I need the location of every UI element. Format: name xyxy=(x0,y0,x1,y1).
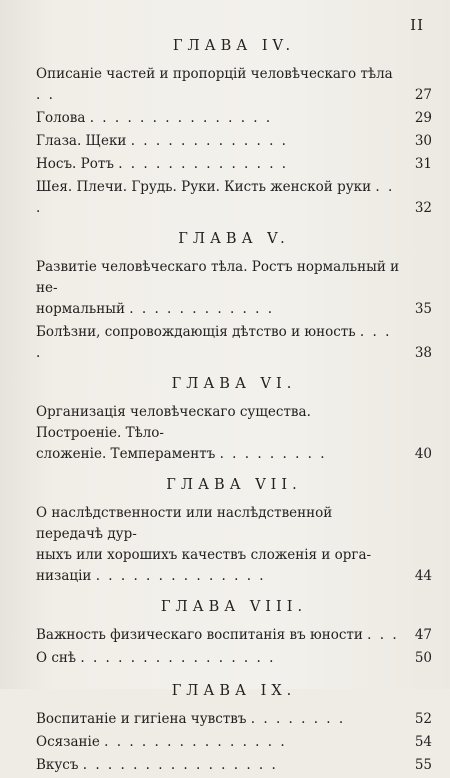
toc-entry xyxy=(36,709,432,730)
chapter-heading: ГЛАВА V. xyxy=(178,231,290,247)
toc-entry xyxy=(36,257,432,320)
entry-page-number: 31 xyxy=(414,156,432,172)
toc-entry xyxy=(36,322,432,364)
dot-leader: . . . . . . . . xyxy=(250,711,346,727)
entry-page-number: 55 xyxy=(414,757,432,773)
entry-title-line: сложеніе. Темпераментъ xyxy=(36,446,216,462)
dot-leader: . . . . . . . . . . . . . . . . xyxy=(80,650,276,666)
toc-entry xyxy=(36,503,432,587)
chapter-9 xyxy=(36,681,432,776)
entry-title: Носъ. Ротъ xyxy=(36,156,114,172)
entry-title: Вкусъ xyxy=(36,757,79,773)
toc-entry xyxy=(36,64,432,106)
entry-title-line: низаціи xyxy=(36,568,92,584)
entry-title-line: Организація человѣческаго существа. Построеніе. Тѣло- xyxy=(36,404,311,441)
entry-page-number: 52 xyxy=(414,711,432,727)
entry-title: Шея. Плечи. Грудь. Руки. Кисть женской руки xyxy=(36,179,372,195)
toc-entry xyxy=(36,402,432,465)
page-number: II xyxy=(410,16,424,34)
dot-leader: . . . xyxy=(367,627,399,643)
entry-title: Осязаніе xyxy=(36,734,100,750)
chapter-heading: ГЛАВА VIII. xyxy=(160,599,308,615)
toc-entry xyxy=(36,177,432,219)
chapter-heading: ГЛАВА VI. xyxy=(171,376,297,392)
entry-title: Важность физическаго воспитанія въ юности xyxy=(36,627,363,643)
chapter-7 xyxy=(36,475,432,587)
dot-leader: . . . xyxy=(36,179,395,216)
entry-title: Описаніе частей и пропорцій человѣческаго тѣла xyxy=(36,66,393,82)
entry-page-number: 47 xyxy=(414,627,432,643)
toc-entry xyxy=(36,625,432,646)
dot-leader: . . . . . . . . . . . . . xyxy=(130,133,288,149)
entry-title-line: Развитіе человѣческаго тѣла. Ростъ нормальный и не- xyxy=(36,259,400,296)
chapter-heading: ГЛАВА IV. xyxy=(172,38,296,54)
entry-page-number: 35 xyxy=(414,301,432,317)
toc-entry xyxy=(36,154,432,175)
entry-title: Голова xyxy=(36,110,86,126)
entry-page-number: 38 xyxy=(414,345,432,361)
entry-title: Воспитаніе и гигіена чувствъ xyxy=(36,711,247,727)
dot-leader: . . . . . . . . . xyxy=(219,446,327,462)
dot-leader: . . . . . . . . . . . . . . xyxy=(118,156,289,172)
entry-title-line: нормальный xyxy=(36,301,125,317)
dot-leader: . . . . . . . . . . . . . . . xyxy=(104,734,287,750)
entry-title-line: ныхъ или хорошихъ качествъ сложенія и орга- xyxy=(36,547,372,563)
dot-leader: . . . . . . . . . . . . . . . . xyxy=(82,757,278,773)
dot-leader: . . . . xyxy=(36,324,392,361)
entry-page-number: 40 xyxy=(414,446,432,462)
entry-page-number: 30 xyxy=(414,133,432,149)
chapter-6 xyxy=(36,374,432,465)
chapter-4 xyxy=(36,36,432,219)
entry-page-number: 27 xyxy=(414,87,432,103)
dot-leader: . . . . . . . . . . . . xyxy=(129,301,274,317)
entry-title-line: О наслѣдственности или наслѣдственной передачѣ дур- xyxy=(36,505,333,542)
entry-page-number: 44 xyxy=(414,568,432,584)
chapter-8 xyxy=(36,597,432,669)
chapter-heading: ГЛАВА IX. xyxy=(171,683,297,699)
entry-page-number: 32 xyxy=(414,200,432,216)
entry-page-number: 50 xyxy=(414,650,432,666)
entry-title: Болѣзни, сопровождающія дѣтство и юность xyxy=(36,324,356,340)
dot-leader: . . xyxy=(36,87,55,103)
dot-leader: . . . . . . . . . . . . . . xyxy=(95,568,266,584)
entry-title: О снѣ xyxy=(36,650,77,666)
chapter-heading: ГЛАВА VII. xyxy=(166,477,302,493)
toc-entry xyxy=(36,131,432,152)
table-of-contents xyxy=(36,36,432,778)
toc-entry xyxy=(36,732,432,753)
chapter-5 xyxy=(36,229,432,364)
entry-page-number: 54 xyxy=(414,734,432,750)
entry-page-number: 29 xyxy=(414,110,432,126)
dot-leader: . . . . . . . . . . . . . . . xyxy=(89,110,273,126)
toc-entry xyxy=(36,108,432,129)
toc-entry xyxy=(36,755,432,776)
entry-title: Глаза. Щеки xyxy=(36,133,127,149)
toc-entry xyxy=(36,648,432,669)
